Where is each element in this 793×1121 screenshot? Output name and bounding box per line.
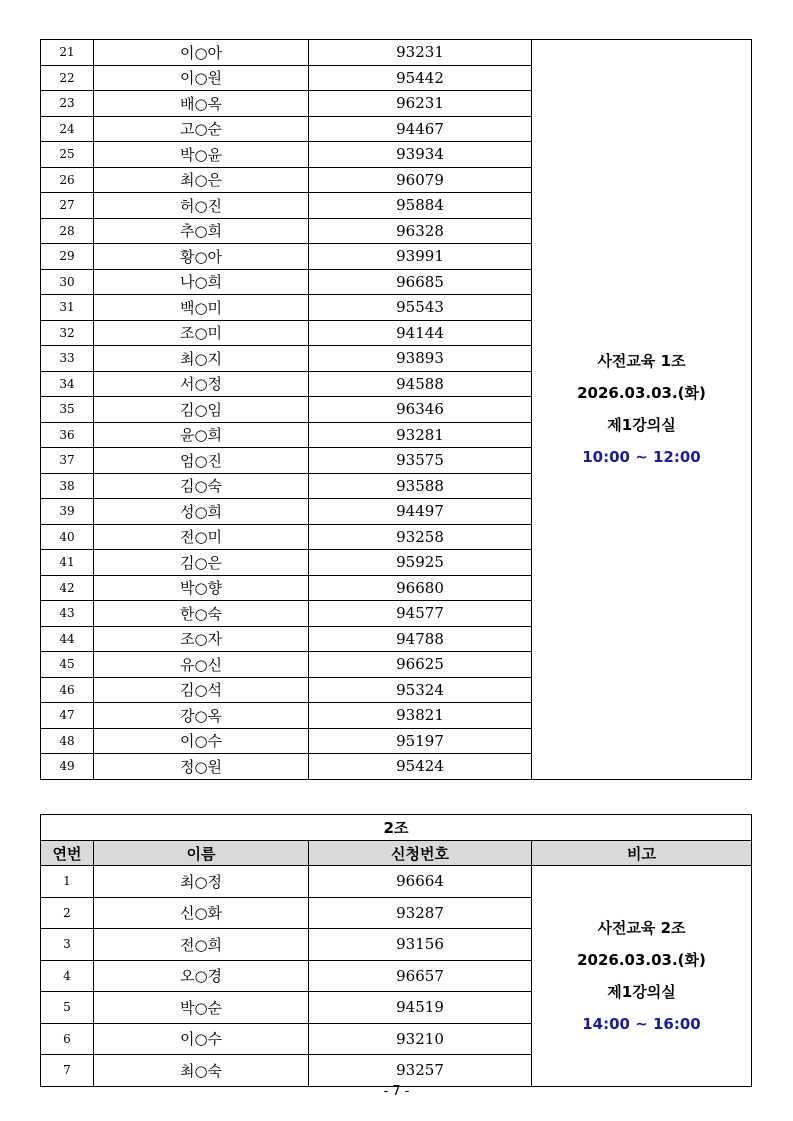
row-number: 6 <box>41 1023 94 1055</box>
row-number: 22 <box>41 65 94 91</box>
row-application-number: 93934 <box>309 142 532 168</box>
group2-header-row <box>41 841 752 866</box>
group2-table-body <box>41 866 752 1087</box>
row-name: 박○향 <box>94 575 309 601</box>
row-application-number: 93588 <box>309 473 532 499</box>
row-number: 49 <box>41 754 94 780</box>
row-number: 43 <box>41 601 94 627</box>
row-number: 37 <box>41 448 94 474</box>
row-application-number: 96079 <box>309 167 532 193</box>
row-name: 서○정 <box>94 371 309 397</box>
row-application-number: 96328 <box>309 218 532 244</box>
row-number: 46 <box>41 677 94 703</box>
row-name: 추○희 <box>94 218 309 244</box>
remarks-cell <box>532 866 752 1087</box>
row-number: 34 <box>41 371 94 397</box>
row-number: 23 <box>41 91 94 117</box>
row-name: 정○원 <box>94 754 309 780</box>
row-application-number: 94497 <box>309 499 532 525</box>
session-line1: 사전교육 2조 <box>597 918 686 937</box>
row-name: 최○은 <box>94 167 309 193</box>
row-name: 오○경 <box>94 960 309 992</box>
group2-title-row <box>41 815 752 841</box>
row-name: 박○순 <box>94 992 309 1024</box>
row-number: 33 <box>41 346 94 372</box>
row-name: 최○지 <box>94 346 309 372</box>
row-application-number: 94519 <box>309 992 532 1024</box>
row-number: 24 <box>41 116 94 142</box>
row-number: 35 <box>41 397 94 423</box>
page-number: - 7 - <box>383 1084 410 1099</box>
row-name: 엄○진 <box>94 448 309 474</box>
table-row <box>41 866 752 898</box>
row-application-number: 96685 <box>309 269 532 295</box>
row-name: 백○미 <box>94 295 309 321</box>
row-application-number: 94588 <box>309 371 532 397</box>
group1-table-body <box>41 40 752 780</box>
row-application-number: 96664 <box>309 866 532 898</box>
row-number: 1 <box>41 866 94 898</box>
row-name: 조○자 <box>94 626 309 652</box>
session-line1: 사전교육 1조 <box>597 352 686 371</box>
row-application-number: 93575 <box>309 448 532 474</box>
row-number: 36 <box>41 422 94 448</box>
row-number: 42 <box>41 575 94 601</box>
header-name: 이름 <box>94 841 309 866</box>
row-name: 허○진 <box>94 193 309 219</box>
row-number: 27 <box>41 193 94 219</box>
row-application-number: 94144 <box>309 320 532 346</box>
row-application-number: 94788 <box>309 626 532 652</box>
session-time: 14:00 ~ 16:00 <box>582 1014 701 1033</box>
row-number: 2 <box>41 897 94 929</box>
row-application-number: 93156 <box>309 929 532 961</box>
row-number: 45 <box>41 652 94 678</box>
row-name: 이○수 <box>94 728 309 754</box>
row-application-number: 93231 <box>309 40 532 66</box>
row-name: 김○석 <box>94 677 309 703</box>
row-number: 32 <box>41 320 94 346</box>
row-number: 44 <box>41 626 94 652</box>
row-name: 김○임 <box>94 397 309 423</box>
row-name: 이○수 <box>94 1023 309 1055</box>
row-application-number: 95197 <box>309 728 532 754</box>
row-name: 박○윤 <box>94 142 309 168</box>
row-application-number: 93210 <box>309 1023 532 1055</box>
header-no: 연번 <box>41 841 94 866</box>
row-application-number: 96231 <box>309 91 532 117</box>
row-name: 고○순 <box>94 116 309 142</box>
row-number: 28 <box>41 218 94 244</box>
header-remarks: 비고 <box>532 841 752 866</box>
row-number: 48 <box>41 728 94 754</box>
row-application-number: 95424 <box>309 754 532 780</box>
row-name: 성○희 <box>94 499 309 525</box>
session-line2: 2026.03.03.(화) <box>577 384 706 403</box>
session-line3: 제1강의실 <box>607 982 676 1001</box>
row-name: 신○화 <box>94 897 309 929</box>
row-name: 전○희 <box>94 929 309 961</box>
row-application-number: 95442 <box>309 65 532 91</box>
row-application-number: 93258 <box>309 524 532 550</box>
row-number: 29 <box>41 244 94 270</box>
row-number: 39 <box>41 499 94 525</box>
row-number: 47 <box>41 703 94 729</box>
row-application-number: 93257 <box>309 1055 532 1087</box>
row-application-number: 93893 <box>309 346 532 372</box>
row-number: 40 <box>41 524 94 550</box>
row-application-number: 95543 <box>309 295 532 321</box>
row-number: 38 <box>41 473 94 499</box>
row-name: 나○희 <box>94 269 309 295</box>
row-application-number: 95324 <box>309 677 532 703</box>
row-application-number: 93821 <box>309 703 532 729</box>
row-name: 김○은 <box>94 550 309 576</box>
row-application-number: 96625 <box>309 652 532 678</box>
row-number: 3 <box>41 929 94 961</box>
row-name: 전○미 <box>94 524 309 550</box>
row-name: 이○아 <box>94 40 309 66</box>
row-name: 김○숙 <box>94 473 309 499</box>
row-name: 윤○희 <box>94 422 309 448</box>
row-application-number: 93991 <box>309 244 532 270</box>
row-number: 4 <box>41 960 94 992</box>
row-number: 25 <box>41 142 94 168</box>
row-name: 유○신 <box>94 652 309 678</box>
session-line2: 2026.03.03.(화) <box>577 950 706 969</box>
row-application-number: 95925 <box>309 550 532 576</box>
row-number: 41 <box>41 550 94 576</box>
remarks-cell <box>532 40 752 780</box>
row-name: 배○옥 <box>94 91 309 117</box>
row-name: 강○옥 <box>94 703 309 729</box>
row-name: 황○아 <box>94 244 309 270</box>
group2-table <box>40 814 752 1087</box>
session-time: 10:00 ~ 12:00 <box>582 448 701 467</box>
session-line3: 제1강의실 <box>607 416 676 435</box>
row-name: 이○원 <box>94 65 309 91</box>
row-application-number: 93287 <box>309 897 532 929</box>
header-application-number: 신청번호 <box>309 841 532 866</box>
row-application-number: 94577 <box>309 601 532 627</box>
row-name: 최○숙 <box>94 1055 309 1087</box>
table-row <box>41 40 752 66</box>
row-number: 26 <box>41 167 94 193</box>
row-number: 31 <box>41 295 94 321</box>
row-application-number: 96346 <box>309 397 532 423</box>
row-application-number: 95884 <box>309 193 532 219</box>
row-name: 한○숙 <box>94 601 309 627</box>
row-number: 21 <box>41 40 94 66</box>
row-name: 조○미 <box>94 320 309 346</box>
row-number: 7 <box>41 1055 94 1087</box>
row-application-number: 93281 <box>309 422 532 448</box>
group1-table <box>40 39 752 780</box>
row-application-number: 94467 <box>309 116 532 142</box>
row-number: 5 <box>41 992 94 1024</box>
row-number: 30 <box>41 269 94 295</box>
group2-title: 2조 <box>41 815 752 841</box>
row-application-number: 96680 <box>309 575 532 601</box>
row-name: 최○정 <box>94 866 309 898</box>
row-application-number: 96657 <box>309 960 532 992</box>
